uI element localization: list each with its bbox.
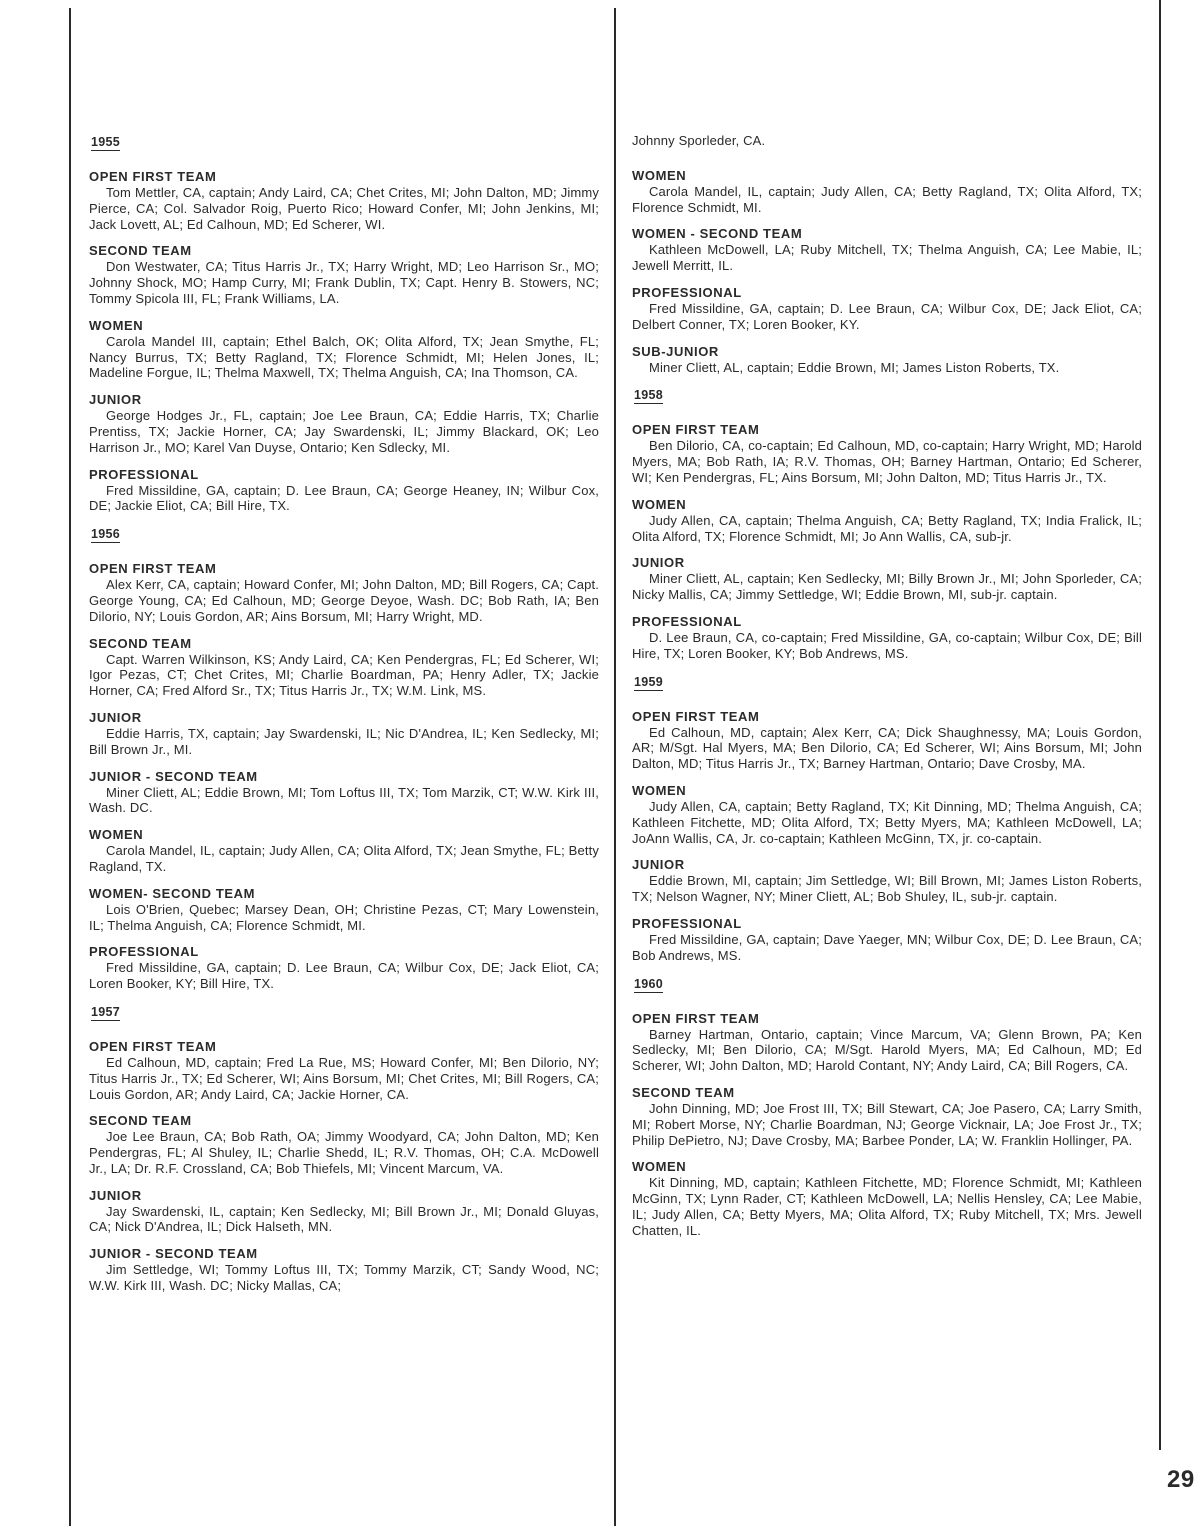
team-heading: JUNIOR bbox=[89, 392, 142, 408]
team-section-open-first-team bbox=[632, 709, 1142, 772]
team-section-open-first-team bbox=[89, 1039, 599, 1102]
team-section-professional bbox=[89, 467, 599, 515]
team-heading: WOMEN bbox=[89, 827, 144, 843]
team-heading: SECOND TEAM bbox=[89, 243, 192, 259]
team-heading: PROFESSIONAL bbox=[89, 944, 199, 960]
team-heading: PROFESSIONAL bbox=[632, 613, 742, 629]
team-heading: JUNIOR bbox=[632, 555, 685, 571]
right-column bbox=[632, 133, 1142, 1249]
right-margin-rule bbox=[1159, 0, 1161, 1450]
team-heading: PROFESSIONAL bbox=[89, 466, 199, 482]
team-heading: WOMEN bbox=[89, 317, 144, 333]
team-section-women bbox=[632, 783, 1142, 846]
team-heading: JUNIOR - SECOND TEAM bbox=[89, 1246, 258, 1262]
team-section-open-first-team bbox=[632, 422, 1142, 485]
team-section-women bbox=[89, 827, 599, 875]
team-section-junior bbox=[89, 392, 599, 455]
team-heading: JUNIOR bbox=[89, 1187, 142, 1203]
team-roster: Don Westwater, CA; Titus Harris Jr., TX; Harry Wright, MD; Leo Harrison Sr., MO; Johnny Shock, MO; Hamp Curry, MI; Frank Dublin, TX; Capt. Henry B. Stowers, NC; Tommy Spicola III, FL; Frank Williams, LA. bbox=[89, 259, 599, 306]
team-section-professional bbox=[89, 944, 599, 992]
team-heading: WOMEN- SECOND TEAM bbox=[89, 885, 256, 901]
team-roster: Fred Missildine, GA, captain; D. Lee Braun, CA; George Heaney, IN; Wilbur Cox, DE; Jackie Eliot, CA; Bill Hire, TX. bbox=[89, 482, 599, 514]
team-heading: SECOND TEAM bbox=[632, 1084, 735, 1100]
team-roster: Eddie Harris, TX, captain; Jay Swardenski, IL; Nic D'Andrea, IL; Ken Sedlecky, MI; Bill Brown Jr., MI. bbox=[89, 725, 599, 757]
team-roster: Miner Cliett, AL, captain; Eddie Brown, MI; James Liston Roberts, TX. bbox=[649, 359, 1060, 375]
team-section-junior-second-team bbox=[89, 1246, 599, 1294]
team-section-open-first-team bbox=[89, 561, 599, 624]
year-heading-1957: 1957 bbox=[91, 1004, 121, 1019]
team-section-junior bbox=[89, 710, 599, 758]
team-section-second-team bbox=[89, 1113, 599, 1176]
team-heading: WOMEN bbox=[632, 782, 687, 798]
team-section-women bbox=[632, 168, 1142, 216]
team-heading: PROFESSIONAL bbox=[632, 284, 742, 300]
team-roster: Joe Lee Braun, CA; Bob Rath, OA; Jimmy Woodyard, CA; John Dalton, MD; Ken Pendergras, FL; Al Shuley, IL; Charlie Shedd, IL; R.V. Thomas, OH; C.A. McDowell Jr., LA; Dr. R.F. Crossland, CA; Bob Thiefels, MI; Vincent Marcum, VA. bbox=[89, 1129, 599, 1176]
team-heading: JUNIOR - SECOND TEAM bbox=[89, 768, 258, 784]
team-heading: WOMEN - SECOND TEAM bbox=[632, 226, 803, 242]
team-roster: Ed Calhoun, MD, captain; Alex Kerr, CA; Dick Shaughnessy, MA; Louis Gordon, AR; M/Sgt. Hal Myers, MA; Ben Dilorio, CA; Ed Scherer, WI; Ains Borsum, MI; John Dalton, MD; Titus Harris Jr., TX; Barney Hartman, Ontario; Dave Crosby, MA. bbox=[632, 724, 1142, 772]
team-heading: OPEN FIRST TEAM bbox=[632, 422, 760, 438]
team-roster: Kit Dinning, MD, captain; Kathleen Fitchette, MD; Florence Schmidt, MI; Kathleen McGinn, TX; Lynn Rader, CT; Kathleen McDowell, LA; Nellis Hensley, CA; Lee Mabie, IL; Judy Allen, CA; Betty Myers, MA; Olita Alford, TX; Ruby Mitchell, TX; Mrs. Jewell Chatten, IL. bbox=[632, 1175, 1142, 1238]
team-section-junior bbox=[632, 857, 1142, 905]
year-heading-1959: 1959 bbox=[634, 674, 664, 689]
continued-entry: Johnny Sporleder, CA. bbox=[632, 133, 766, 148]
team-section-women bbox=[89, 318, 599, 381]
year-heading-1956: 1956 bbox=[91, 527, 121, 542]
team-heading: SECOND TEAM bbox=[89, 1113, 192, 1129]
year-heading-1958: 1958 bbox=[634, 388, 664, 403]
team-roster: D. Lee Braun, CA, co-captain; Fred Missildine, GA, co-captain; Wilbur Cox, DE; Bill Hire, TX; Loren Booker, KY; Bob Andrews, MS. bbox=[632, 629, 1142, 661]
left-column bbox=[89, 133, 599, 1305]
team-roster: Ed Calhoun, MD, captain; Fred La Rue, MS; Howard Confer, MI; Ben Dilorio, NY; Titus Harris Jr., TX; Ed Scherer, WI; Ains Borsum, MI; Chet Crites, MI; Bill Rogers, CA; Louis Gordon, AR; Andy Laird, CA; Jackie Horner, CA. bbox=[89, 1054, 599, 1102]
team-roster: Tom Mettler, CA, captain; Andy Laird, CA; Chet Crites, MI; John Dalton, MD; Jimmy Pierce, CA; Col. Salvador Roig, Puerto Rico; Howard Confer, MI; John Jenkins, MI; Jack Lovett, AL; Ed Calhoun, MD; Ed Scherer, WI. bbox=[89, 185, 599, 232]
left-margin-rule bbox=[69, 8, 71, 1526]
team-section-women-second-team bbox=[632, 226, 1142, 274]
column-divider-rule bbox=[614, 8, 616, 1526]
team-heading: SECOND TEAM bbox=[89, 635, 192, 651]
year-heading-1955: 1955 bbox=[91, 135, 121, 149]
team-section-second-team bbox=[89, 243, 599, 306]
team-roster: Miner Cliett, AL, captain; Ken Sedlecky, MI; Billy Brown Jr., MI; John Sporleder, CA; Nicky Mallis, CA; Jimmy Settledge, WI; Eddie Brown, MI, sub-jr. captain. bbox=[632, 571, 1142, 603]
team-heading: WOMEN bbox=[632, 167, 687, 183]
page-number: 29 bbox=[1167, 1466, 1195, 1493]
team-roster: Judy Allen, CA, captain; Betty Ragland, TX; Kit Dinning, MD; Thelma Anguish, CA; Kathleen Fitchette, MD; Olita Alford, TX; Betty Myers, MA; Kathleen McDowell, LA; JoAnn Wallis, CA, Jr. co-captain; Kathleen McGinn, TX, jr. co-captain. bbox=[632, 798, 1142, 846]
team-section-professional bbox=[632, 916, 1142, 964]
team-heading: JUNIOR bbox=[632, 857, 685, 873]
team-roster: Kathleen McDowell, LA; Ruby Mitchell, TX; Thelma Anguish, CA; Lee Mabie, IL; Jewell Merritt, IL. bbox=[632, 242, 1142, 274]
team-roster: Miner Cliett, AL; Eddie Brown, MI; Tom Loftus III, TX; Tom Marzik, CT; W.W. Kirk III, Wash. DC. bbox=[89, 784, 599, 816]
team-roster: Ben Dilorio, CA, co-captain; Ed Calhoun, MD, co-captain; Harry Wright, MD; Harold Myers, MA; Bob Rath, IA; R.V. Thomas, OH; Barney Hartman, Ontario; Ed Scherer, WI; Ken Pendergras, FL; Ains Borsum, MI; John Dalton, MD; Titus Harris Jr., TX. bbox=[632, 438, 1142, 485]
team-roster: Judy Allen, CA, captain; Thelma Anguish, CA; Betty Ragland, TX; India Fralick, IL; Olita Alford, TX; Florence Schmidt, MI; Jo Ann Wallis, CA, sub-jr. bbox=[632, 512, 1142, 544]
team-heading: OPEN FIRST TEAM bbox=[632, 708, 760, 724]
team-roster: Lois O'Brien, Quebec; Marsey Dean, OH; Christine Pezas, CT; Mary Lowenstein, IL; Thelma Anguish, CA; Florence Schmidt, MI. bbox=[89, 901, 599, 933]
team-heading: WOMEN bbox=[632, 496, 687, 512]
team-roster: George Hodges Jr., FL, captain; Joe Lee Braun, CA; Eddie Harris, TX; Charlie Prentiss, TX; Jackie Horner, CA; Jay Swardenski, IL; Jimmy Blackard, OK; Leo Harrison Jr., MO; Karel Van Duyse, Ontario; Ken Sdlecky, MI. bbox=[89, 408, 599, 455]
team-heading: OPEN FIRST TEAM bbox=[89, 561, 217, 577]
team-roster: Barney Hartman, Ontario, captain; Vince Marcum, VA; Glenn Brown, PA; Ken Sedlecky, MI; Ben Dilorio, CA; M/Sgt. Harold Myers, MA; Ed Calhoun, MD; Ed Scherer, WI; John Dalton, MD; Harold Contant, NY; Andy Laird, CA; Bill Rogers, CA. bbox=[632, 1026, 1142, 1074]
team-roster: Jim Settledge, WI; Tommy Loftus III, TX; Tommy Marzik, CT; Sandy Wood, NC; W.W. Kirk III, Wash. DC; Nicky Mallas, CA; bbox=[89, 1262, 599, 1294]
team-heading: OPEN FIRST TEAM bbox=[632, 1010, 760, 1026]
team-roster: Eddie Brown, MI, captain; Jim Settledge, WI; Bill Brown, MI; James Liston Roberts, TX; Nelson Wagner, NY; Miner Cliett, AL; Bob Shuley, IL, sub-jr. captain. bbox=[632, 873, 1142, 905]
team-heading: OPEN FIRST TEAM bbox=[89, 1038, 217, 1054]
team-heading: WOMEN bbox=[632, 1159, 687, 1175]
team-section-professional bbox=[632, 614, 1142, 662]
team-heading: PROFESSIONAL bbox=[632, 915, 742, 931]
team-roster: Carola Mandel III, captain; Ethel Balch, OK; Olita Alford, TX; Jean Smythe, FL; Nancy Burrus, TX; Betty Ragland, TX; Florence Schmidt, MI; Helen Jones, IL; Madeline Forgue, IL; Thelma Maxwell, TX; Thelma Anguish, CA; Ina Thomson, CA. bbox=[89, 333, 599, 381]
team-roster: Jay Swardenski, IL, captain; Ken Sedlecky, MI; Bill Brown Jr., MI; Donald Gluyas, CA; Nick D'Andrea, IL; Dick Halseth, MN. bbox=[89, 1203, 599, 1235]
team-section-second-team bbox=[632, 1085, 1142, 1148]
team-roster: Fred Missildine, GA, captain; D. Lee Braun, CA; Wilbur Cox, DE; Jack Eliot, CA; Delbert Conner, TX; Loren Booker, KY. bbox=[632, 300, 1142, 332]
team-heading: SUB-JUNIOR bbox=[632, 343, 719, 359]
team-roster: Fred Missildine, GA, captain; Dave Yaeger, MN; Wilbur Cox, DE; D. Lee Braun, CA; Bob Andrews, MS. bbox=[632, 931, 1142, 963]
team-section-junior-second-team bbox=[89, 769, 599, 817]
team-section-second-team bbox=[89, 636, 599, 699]
team-roster: Alex Kerr, CA, captain; Howard Confer, MI; John Dalton, MD; Bill Rogers, CA; Capt. George Young, CA; Ed Calhoun, MD; George Deyoe, Wash. DC; Bob Rath, IA; Ben Dilorio, NY; Louis Gordon, AR; Ains Borsum, MI; Harry Wright, MD. bbox=[89, 577, 599, 624]
team-section-women-second-team bbox=[89, 886, 599, 934]
team-roster: Fred Missildine, GA, captain; D. Lee Braun, CA; Wilbur Cox, DE; Jack Eliot, CA; Loren Booker, KY; Bill Hire, TX. bbox=[89, 960, 599, 992]
team-section-junior bbox=[632, 555, 1142, 603]
team-roster: Capt. Warren Wilkinson, KS; Andy Laird, CA; Ken Pendergras, FL; Ed Scherer, WI; Igor Pezas, CT; Chet Crites, MI; Charlie Boardman, PA; Henry Adler, TX; Jackie Horner, CA; Fred Alford Sr., TX; Titus Harris Jr., TX; W.M. Link, MS. bbox=[89, 651, 599, 699]
team-section-women bbox=[632, 497, 1142, 545]
team-section-sub-junior bbox=[632, 344, 1142, 376]
team-roster: John Dinning, MD; Joe Frost III, TX; Bill Stewart, CA; Joe Pasero, CA; Larry Smith, MI; Robert Morse, NY; Charlie Boardman, NJ; George Vicknair, LA; Joe Frost Jr., TX; Philip DePietro, NJ; Dave Crosby, MA; Barbee Ponder, LA; W. Franklin Hollinger, PA. bbox=[632, 1100, 1142, 1148]
team-roster: Carola Mandel, IL, captain; Judy Allen, CA; Betty Ragland, TX; Olita Alford, TX; Florence Schmidt, MI. bbox=[632, 183, 1142, 215]
year-heading-1960: 1960 bbox=[634, 976, 664, 991]
team-section-women bbox=[632, 1159, 1142, 1238]
team-heading: OPEN FIRST TEAM bbox=[89, 169, 217, 184]
team-section-professional bbox=[632, 285, 1142, 333]
team-section-open-first-team bbox=[632, 1011, 1142, 1074]
team-heading: JUNIOR bbox=[89, 709, 142, 725]
team-section-open-first-team bbox=[89, 169, 599, 232]
team-roster: Carola Mandel, IL, captain; Judy Allen, CA; Olita Alford, TX; Jean Smythe, FL; Betty Ragland, TX. bbox=[89, 843, 599, 874]
team-section-junior bbox=[89, 1188, 599, 1236]
